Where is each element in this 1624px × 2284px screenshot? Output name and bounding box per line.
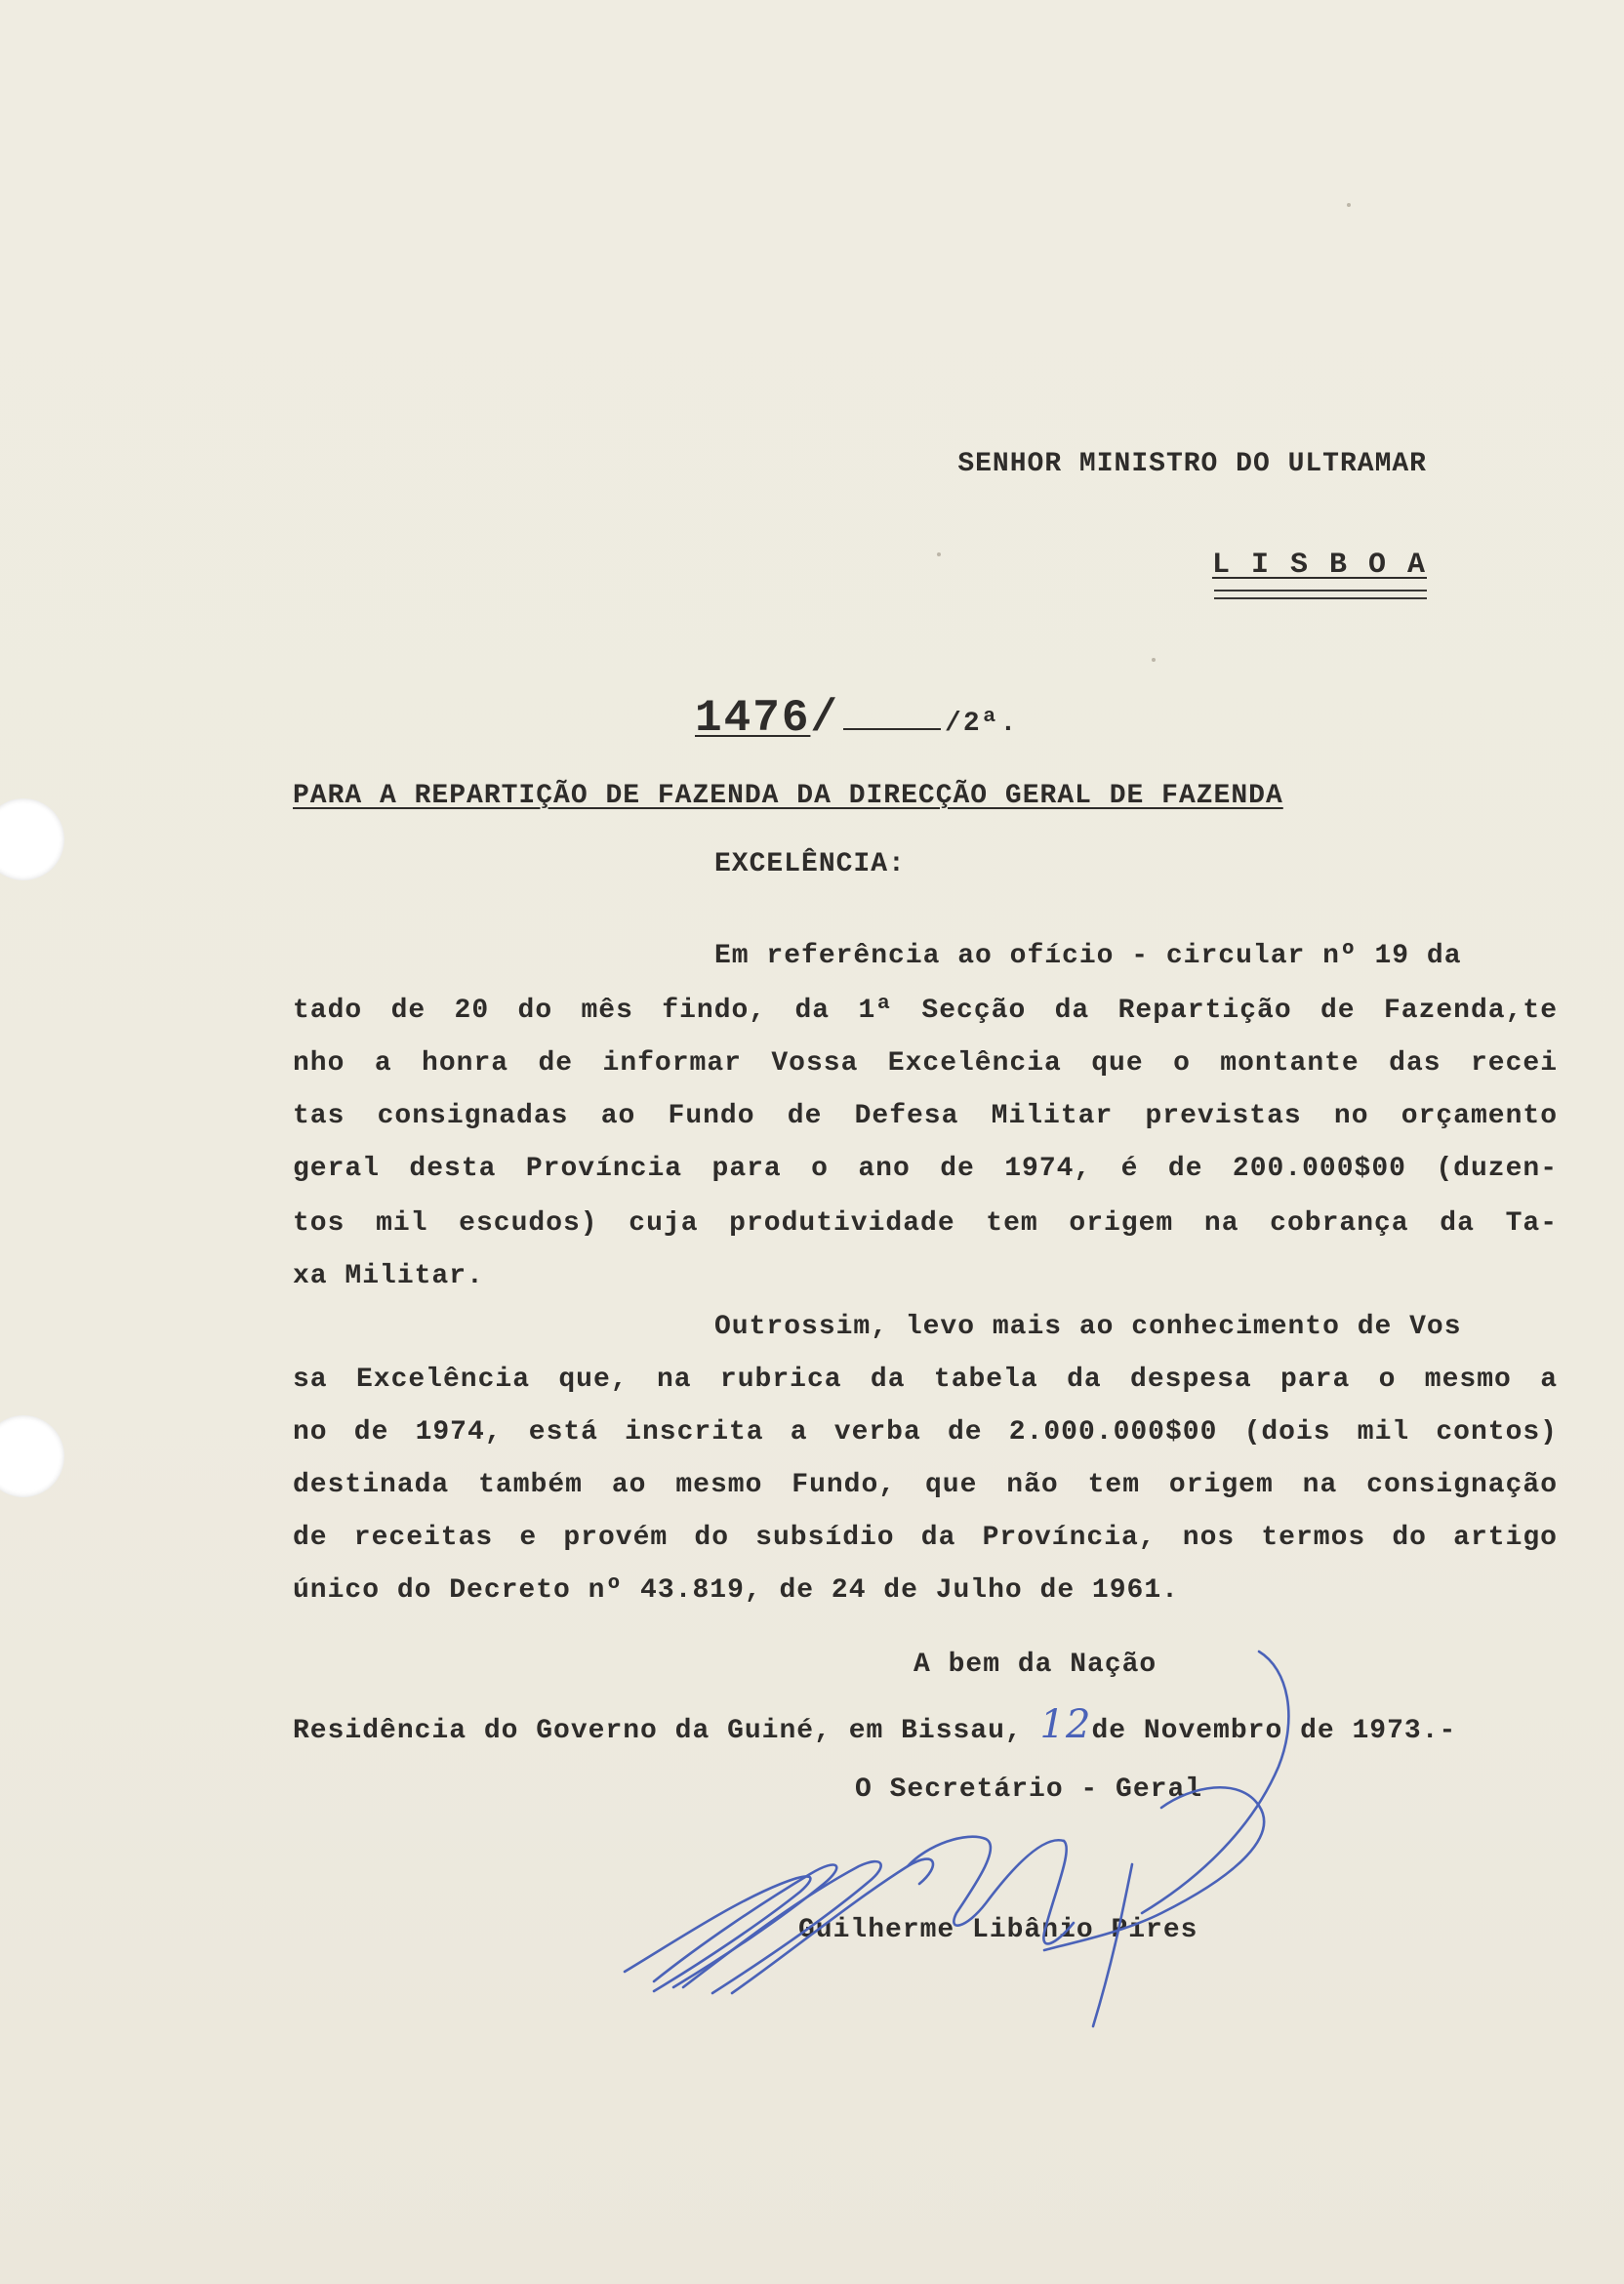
handwritten-day: 12	[1039, 1702, 1092, 1747]
reference-value: 1476	[695, 693, 811, 744]
body-line: de receitas e provém do subsídio da Província, nos termos do artigo	[293, 1523, 1558, 1553]
body-line: tas consignadas ao Fundo de Defesa Militar previstas no orçamento	[293, 1101, 1558, 1131]
signatory-title: O Secretário - Geral	[855, 1774, 1203, 1805]
reference-separator: /	[810, 693, 840, 744]
body-line: nho a honra de informar Vossa Excelência que o montante das recei	[293, 1048, 1558, 1079]
place-date-suffix: de Novembro de 1973.-	[1091, 1716, 1457, 1746]
body-line: no de 1974, está inscrita a verba de 2.000.000$00 (dois mil contos)	[293, 1417, 1558, 1448]
signatory-name: Guilherme Libânio Pires	[798, 1915, 1198, 1945]
paper-speck	[1347, 203, 1351, 207]
city-double-underline	[1214, 590, 1427, 599]
body-line: tado de 20 do mês findo, da 1ª Secção da Repartição de Fazenda,te	[293, 996, 1558, 1026]
body-line: xa Militar.	[293, 1261, 484, 1291]
reference-number	[695, 693, 1018, 744]
body-line: tos mil escudos) cuja produtividade tem origem na cobrança da Ta-	[293, 1208, 1558, 1239]
body-line: único do Decreto nº 43.819, de 24 de Julho de 1961.	[293, 1575, 1179, 1606]
reference-blank	[843, 728, 941, 730]
punch-hole-top	[0, 798, 64, 880]
body-line: Em referência ao ofício - circular nº 19 da	[714, 941, 1462, 971]
addressee-line: SENHOR MINISTRO DO ULTRAMAR	[957, 449, 1427, 479]
paper-speck	[937, 552, 941, 556]
reference-suffix: /2ª.	[945, 709, 1019, 739]
body-line: destinada também ao mesmo Fundo, que não tem origem na consignação	[293, 1470, 1558, 1500]
body-line: geral desta Província para o ano de 1974, é de 200.000$00 (duzen-	[293, 1154, 1558, 1184]
handwritten-signature	[615, 1640, 1357, 2040]
body-line: Outrossim, levo mais ao conhecimento de Vos	[714, 1312, 1462, 1342]
department-heading: PARA A REPARTIÇÃO DE FAZENDA DA DIRECÇÃO GERAL DE FAZENDA	[293, 781, 1283, 811]
punch-hole-bottom	[0, 1415, 64, 1497]
salutation: EXCELÊNCIA:	[714, 849, 906, 879]
paper-speck	[1152, 658, 1156, 662]
addressee-city: L I S B O A	[1211, 549, 1427, 582]
body-line: sa Excelência que, na rubrica da tabela da despesa para o mesmo a	[293, 1365, 1558, 1395]
closing-motto: A bem da Nação	[914, 1650, 1157, 1680]
place-date-prefix: Residência do Governo da Guiné, em Bissau,	[293, 1716, 1040, 1746]
